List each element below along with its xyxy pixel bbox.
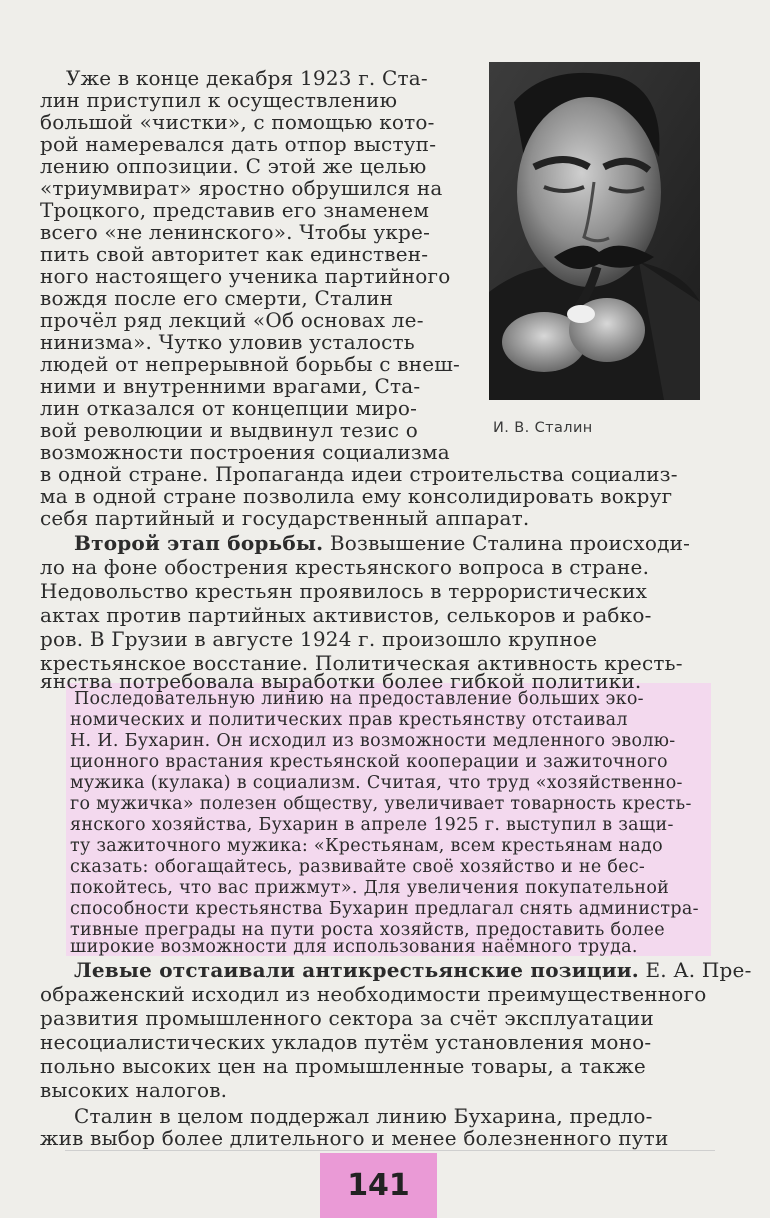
text-line: ними и внутренними врагами, Ста- xyxy=(40,374,421,398)
text-line: возможности построения социализма xyxy=(40,440,450,464)
highlight-line: ту зажиточного мужика: «Крестьянам, всем крестьянам надо xyxy=(70,836,663,856)
highlight-line: го мужичка» полезен обществу, увеличивает товарность кресть- xyxy=(70,794,692,814)
text-line: ло на фоне обострения крестьянского вопроса в стране. xyxy=(40,555,650,579)
text-line: себя партийный и государственный аппарат. xyxy=(40,506,530,530)
text-line: Уже в конце декабря 1923 г. Ста- xyxy=(66,66,428,90)
highlight-line: способности крестьянства Бухарин предлагал снять администра- xyxy=(70,899,699,919)
text-line: лин приступил к осуществлению xyxy=(40,88,398,112)
text-line: жив выбор более длительного и менее болезненного пути xyxy=(40,1126,669,1150)
portrait-illustration xyxy=(489,62,700,400)
text-line: вождя после его смерти, Сталин xyxy=(40,286,394,310)
text-line: большой «чистки», с помощью кото- xyxy=(40,110,435,134)
text-line: лению оппозиции. С этой же целью xyxy=(40,154,427,178)
text-line: польно высоких цен на промышленные товары, а также xyxy=(40,1054,646,1078)
text-line: несоциалистических укладов путём установления моно- xyxy=(40,1030,652,1054)
text-line: янства потребовала выработки более гибкой политики. xyxy=(40,669,642,693)
text-line: «триумвират» яростно обрушился на xyxy=(40,176,443,200)
text-line: ного настоящего ученика партийного xyxy=(40,264,451,288)
text-line: лин отказался от концепции миро- xyxy=(40,396,418,420)
highlight-line: Н. И. Бухарин. Он исходил из возможности медленного эволю- xyxy=(70,731,676,751)
page-number: 141 xyxy=(347,1168,410,1203)
text-line-rest: Возвышение Сталина происходи- xyxy=(323,531,691,555)
text-line: Сталин в целом поддержал линию Бухарина, предло- xyxy=(74,1104,653,1128)
text-line: Троцкого, представив его знаменем xyxy=(40,198,430,222)
highlight-line: мужика (кулака) в социализм. Считая, что труд «хозяйственно- xyxy=(70,773,683,793)
highlight-line: янского хозяйства, Бухарин в апреле 1925 г. выступил в защи- xyxy=(70,815,674,835)
text-line: нинизма». Чутко уловив усталость xyxy=(40,330,415,354)
text-line: ров. В Грузии в августе 1924 г. произошло крупное xyxy=(40,627,598,651)
text-line: всего «не ленинского». Чтобы укре- xyxy=(40,220,431,244)
photo-caption: И. В. Сталин xyxy=(493,420,593,436)
text-line: актах против партийных активистов, селькоров и рабко- xyxy=(40,603,652,627)
highlight-line: номических и политических прав крестьянству отстаивал xyxy=(70,710,628,730)
highlight-line: тивные преграды на пути роста хозяйств, предоставить более xyxy=(70,920,665,940)
text-line: развития промышленного сектора за счёт эксплуатации xyxy=(40,1006,654,1030)
text-line: ображенский исходил из необходимости преимущественного xyxy=(40,982,707,1006)
highlight-line: ционного врастания крестьянской кооперации и зажиточного xyxy=(70,752,668,772)
stalin-portrait xyxy=(489,62,700,400)
text-line: прочёл ряд лекций «Об основах ле- xyxy=(40,308,424,332)
text-line: пить свой авторитет как единствен- xyxy=(40,242,429,266)
highlight-line: Последовательную линию на предоставление больших эко- xyxy=(74,689,644,709)
highlight-line: покойтесь, что вас прижмут». Для увеличения покупательной xyxy=(70,878,670,898)
highlight-line: сказать: обогащайтесь, развивайте своё хозяйство и не бес- xyxy=(70,857,646,877)
section-paragraph-start xyxy=(74,958,752,982)
footer-divider xyxy=(65,1150,715,1151)
text-line: ма в одной стране позволила ему консолидировать вокруг xyxy=(40,484,673,508)
text-line: людей от непрерывной борьбы с внеш- xyxy=(40,352,461,376)
highlight-line: широкие возможности для использования наёмного труда. xyxy=(70,937,638,957)
text-line-rest: Е. А. Пре- xyxy=(638,958,752,982)
text-line: рой намеревался дать отпор выступ- xyxy=(40,132,437,156)
text-line: в одной стране. Пропаганда идеи строительства социализ- xyxy=(40,462,678,486)
section-paragraph-start xyxy=(74,531,690,555)
text-line: вой революции и выдвинул тезис о xyxy=(40,418,418,442)
text-line: высоких налогов. xyxy=(40,1078,228,1102)
section-heading: Второй этап борьбы. xyxy=(74,531,324,555)
text-line: Недовольство крестьян проявилось в террористических xyxy=(40,579,648,603)
section-heading: Левые отстаивали антикрестьянские позиции. xyxy=(74,958,639,982)
text-line: крестьянское восстание. Политическая активность кресть- xyxy=(40,651,683,675)
